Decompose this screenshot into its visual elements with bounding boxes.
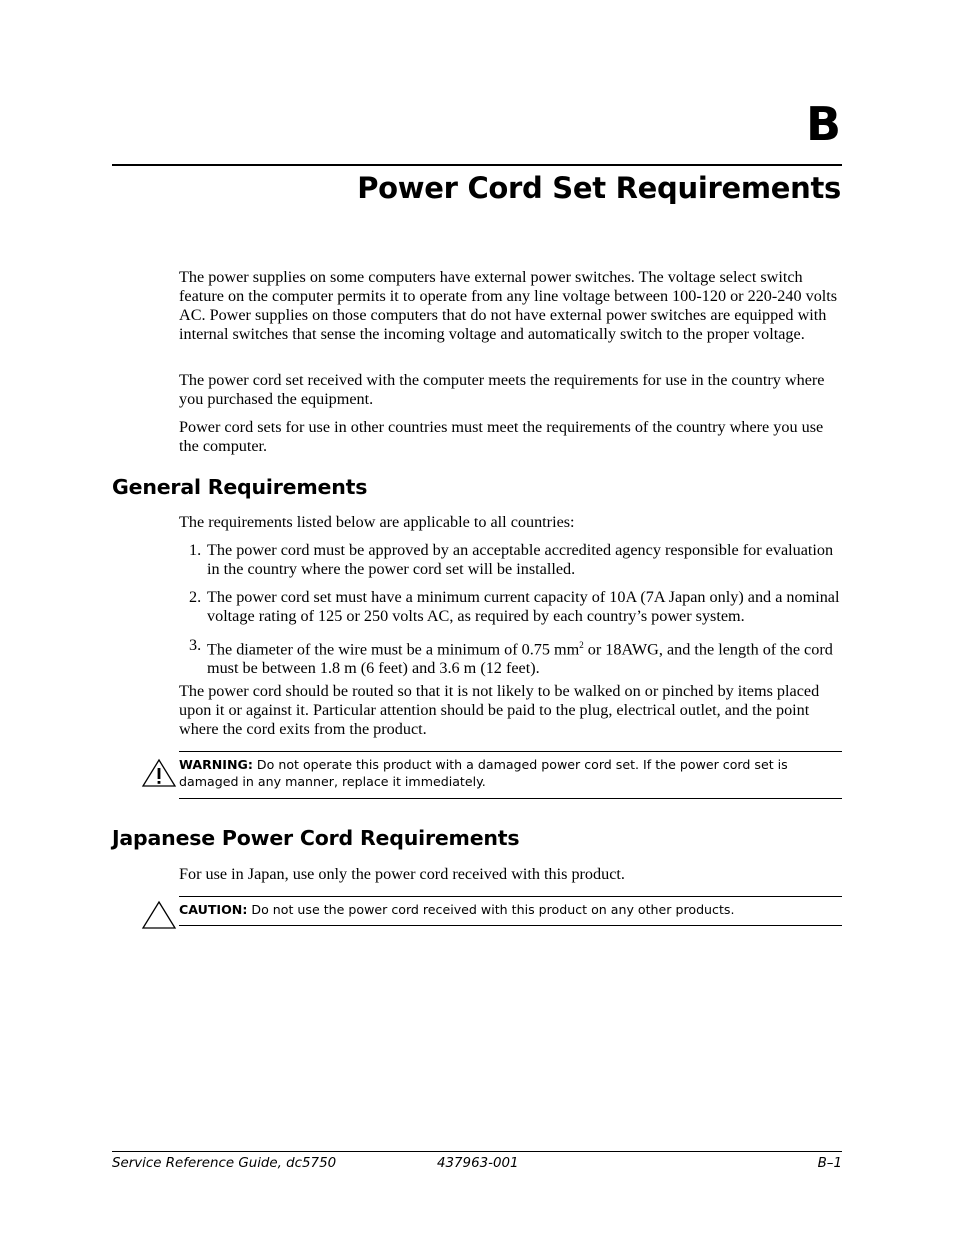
list-text-part: The diameter of the wire must be a minimum of 0.75 mm <box>207 640 580 659</box>
general-requirements-heading: General Requirements <box>112 475 368 499</box>
japanese-requirements-heading: Japanese Power Cord Requirements <box>112 826 520 850</box>
list-number: 3. <box>189 636 202 654</box>
general-lead-text: The requirements listed below are applicable to all countries: <box>179 513 575 531</box>
intro-paragraph-1: The power supplies on some computers have external power switches. The voltage select switch feature on the computer permits it to operate from any line voltage between 100-120 or 220-240 volts AC. Power supplies on those computers that do not have external power switches are equipped with internal switches that sense the incoming voltage and automatically switch to the proper voltage. <box>179 268 838 343</box>
superscript: 2 <box>579 640 584 650</box>
warning-notice <box>179 756 842 790</box>
warning-label: WARNING: <box>179 757 253 772</box>
caution-text: Do not use the power cord received with this product on any other products. <box>247 902 735 917</box>
list-number: 2. <box>189 588 202 606</box>
warning-bottom-rule <box>179 798 842 799</box>
list-number: 1. <box>189 541 202 559</box>
list-text <box>207 636 844 678</box>
footer-guide-title: Service Reference Guide, dc5750 <box>112 1156 337 1171</box>
footer-part-number: 437963-001 <box>437 1156 519 1171</box>
list-text-part: or 18AWG, and the length of the cord must be between 1.8 m (6 feet) and 3.6 m (12 feet). <box>207 640 833 678</box>
caution-bottom-rule <box>179 925 842 926</box>
list-text: The power cord set must have a minimum current capacity of 10A (7A Japan only) and a nominal voltage rating of 125 or 250 volts AC, as required by each country’s power system. <box>207 588 840 625</box>
chapter-letter: B <box>805 97 841 151</box>
general-closing-paragraph: The power cord should be routed so that it is not likely to be walked on or pinched by items placed upon it or against it. Particular attention should be paid to the plug, electrical outlet, and the point where the cord exits from the product. <box>179 682 820 738</box>
warning-top-rule <box>179 751 842 752</box>
footer-rule <box>112 1151 842 1152</box>
caution-icon <box>141 900 177 935</box>
list-item-1 <box>179 541 844 579</box>
caution-label: CAUTION: <box>179 902 248 917</box>
intro-paragraph-3: Power cord sets for use in other countries must meet the requirements of the country where you use the computer. <box>179 418 824 455</box>
list-item-3 <box>179 636 844 678</box>
footer-page-number: B–1 <box>817 1156 842 1171</box>
list-item-2 <box>179 588 844 626</box>
page-title: Power Cord Set Requirements <box>357 171 841 205</box>
intro-paragraph-2: The power cord set received with the computer meets the requirements for use in the country where you purchased the equipment. <box>179 371 825 408</box>
japanese-text: For use in Japan, use only the power cord received with this product. <box>179 865 625 883</box>
caution-notice <box>179 901 842 918</box>
list-text: The power cord must be approved by an acceptable accredited agency responsible for evaluation in the country where the power cord set will be installed. <box>207 541 834 578</box>
warning-icon <box>141 758 177 793</box>
warning-text: Do not operate this product with a damaged power cord set. If the power cord set is damaged in any manner, replace it immediately. <box>179 757 788 789</box>
caution-top-rule <box>179 896 842 897</box>
